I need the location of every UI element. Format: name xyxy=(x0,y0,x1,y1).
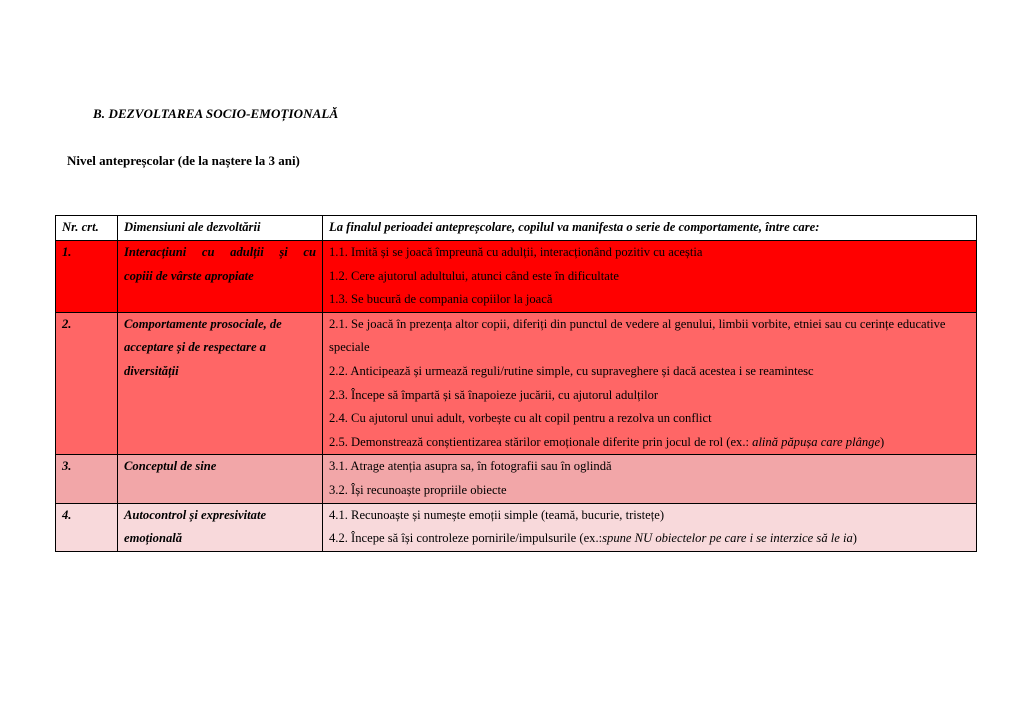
behaviors-cell xyxy=(323,455,977,503)
dimension-line: emoțională xyxy=(124,531,183,546)
level-title: Nivel antepreșcolar (de la naștere la 3 ani) xyxy=(67,153,300,168)
behavior-text: 2.5. Demonstrează conștientizarea stărilor emoționale diferite prin jocul de rol (ex.: xyxy=(329,434,753,449)
row-number: 1. xyxy=(56,241,118,313)
table-row xyxy=(56,503,977,551)
behavior-item: 2.1. Se joacă în prezența altor copii, diferiți din punctul de vedere al genului, limbii vorbite, etniei sau cu cerințe educative speciale xyxy=(329,316,946,355)
dimension-line: diversității xyxy=(124,363,179,378)
behavior-item xyxy=(329,527,970,551)
dimension-cell xyxy=(118,241,323,313)
behaviors-cell xyxy=(323,241,977,313)
dimension-cell: Conceptul de sine xyxy=(118,455,323,503)
behaviors-cell xyxy=(323,312,977,455)
table-row xyxy=(56,312,977,455)
header-behaviors: La finalul perioadei antepreșcolare, copilul va manifesta o serie de comportamente, între care: xyxy=(323,216,977,241)
behavior-item: 1.2. Cere ajutorul adultului, atunci când este în dificultate xyxy=(329,268,619,283)
behavior-item: 1.3. Se bucură de compania copiilor la joacă xyxy=(329,292,553,307)
behavior-text: ) xyxy=(852,531,857,546)
row-number: 2. xyxy=(56,312,118,455)
header-nr: Nr. crt. xyxy=(56,216,118,241)
dimension-line: Autocontrol și expresivitate xyxy=(124,507,267,522)
behavior-item: 3.1. Atrage atenția asupra sa, în fotografii sau în oglindă xyxy=(329,459,612,474)
behavior-item: 2.2. Anticipează și urmează reguli/rutine simple, cu supraveghere și dacă acestea i se reamintesc xyxy=(329,363,814,378)
behavior-example: spune NU obiectelor pe care i se interzice să le ia xyxy=(602,531,853,546)
dimension-line: Comportamente prosociale, de xyxy=(124,316,282,331)
development-table xyxy=(55,215,977,552)
behaviors-cell xyxy=(323,503,977,551)
behavior-item: 2.4. Cu ajutorul unui adult, vorbește cu alt copil pentru a rezolva un conflict xyxy=(329,411,712,426)
behavior-item: 4.1. Recunoaște și numește emoții simple (teamă, bucurie, tristețe) xyxy=(329,507,665,522)
behavior-text: 4.2. Începe să își controleze pornirile/impulsurile (ex.: xyxy=(329,531,603,546)
behavior-item: 1.1. Imită și se joacă împreună cu adulții, interacționând pozitiv cu aceștia xyxy=(329,245,703,259)
table-header-row xyxy=(56,216,977,241)
behavior-text: ) xyxy=(880,434,885,449)
dimension-line: acceptare și de respectare a xyxy=(124,340,266,355)
dimension-cell xyxy=(118,503,323,551)
dimension-line: Interacțiuni cu adulții și cu xyxy=(124,245,316,259)
section-title: B. DEZVOLTAREA SOCIO-EMOȚIONALĂ xyxy=(93,106,339,121)
behavior-example: alină păpușa care plânge xyxy=(752,434,881,449)
dimension-line: copiii de vârste apropiate xyxy=(124,268,254,283)
behavior-item xyxy=(329,431,970,455)
behavior-item: 2.3. Începe să împartă și să înapoieze jucării, cu ajutorul adulților xyxy=(329,387,659,402)
dimension-cell xyxy=(118,312,323,455)
row-number: 4. xyxy=(56,503,118,551)
header-dimension: Dimensiuni ale dezvoltării xyxy=(118,216,323,241)
behavior-item: 3.2. Își recunoaște propriile obiecte xyxy=(329,482,507,497)
row-number: 3. xyxy=(56,455,118,503)
table-row xyxy=(56,455,977,503)
table-row xyxy=(56,241,977,313)
